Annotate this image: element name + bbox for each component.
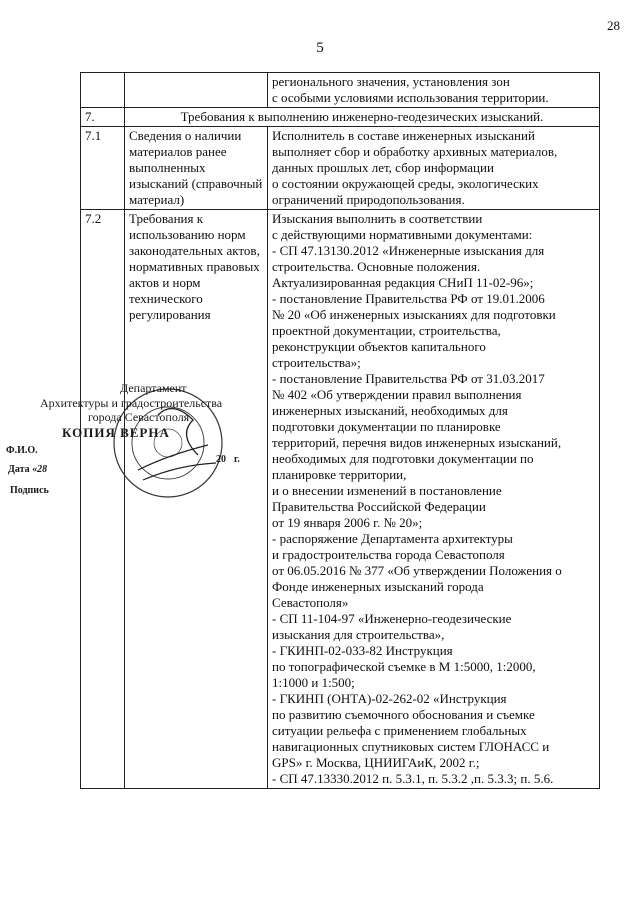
section-title: Требования к выполнению инженерно-геодезических изысканий. [125,108,600,127]
stamp-date-label: Дата «28 [8,464,48,475]
row-content: Изыскания выполнить в соответствии с действующими нормативными документами: - СП 47.13130.2012 «Инженерные изыскания для строительства. Основные положения. Актуализированная редакция СНиП 11-02-96»; - постановление Правительства РФ от 19.01.2006 № 20 «Об инженерных изысканиях для подготовки проектной документации, строительства, реконструкции объектов капитального строительства»; - постановление Правительства РФ от 31.03.2017 № 402 «Об утверждении правил выполнения инженерных изысканий, необходимых для подготовки документации по планировке территорий, перечня видов инженерных изысканий, необходимых для подготовки документации по планировке территории, и о внесении изменений в постановление Правительства Российской Федерации от 19 января 2006 г. № 20»; - распоряжение Департамента архитектуры и градостроительства города Севастополя от 06.05.2016 № 377 «Об утверждении Положения о Фонде инженерных изысканий города Севастополя» - СП 11-104-97 «Инженерно-геодезические изыскания для строительства», - ГКИНП-02-033-82 Инструкция по топографической съемке в М 1:5000, 1:2000, 1:1000 и 1:500; - ГКИНП (ОНТА)-02-262-02 «Инструкция по развитию съемочного обоснования и съемке ситуации рельефа с применением глобальных навигационных спутниковых систем ГЛОНАСС и GPS» г. Москва, ЦНИИГАиК, 2002 г.; - СП 47.13330.2012 п. 5.3.1, п. 5.3.2 ,п. 5.3.3; п. 5.6. [268,210,600,789]
row-number [81,73,125,108]
table-row [81,127,600,210]
row-name [125,73,268,108]
stamp-city: города Севастополя [88,410,190,424]
page-number-center: 5 [316,40,324,56]
row-name: Требования к использованию норм законодательных актов, нормативных правовых актов и норм технического регулирования [125,210,268,789]
table-row [81,73,600,108]
row-name: Сведения о наличии материалов ранее выполненных изысканий (справочный материал) [125,127,268,210]
stamp-signature-label: Подпись [10,485,49,496]
stamp-fio-label: Ф.И.О. [6,445,38,456]
stamp-date-day: 28 [37,464,48,475]
row-content: регионального значения, установления зон с особыми условиями использования территории. [268,73,600,108]
certification-stamp [6,381,290,505]
row-number: 7.1 [81,127,125,210]
stamp-department-line2: Архитектуры и градостроительства [40,396,223,410]
section-header-row [81,108,600,127]
row-number: 7.2 [81,210,125,789]
stamp-copy-label: КОПИЯ ВЕРНА [62,425,170,440]
stamp-department: Департамент [120,381,187,395]
row-content: Исполнитель в составе инженерных изысканий выполняет сбор и обработку архивных материалов, данных прошлых лет, сбор информации о состоянии окружающей среды, экологических ограничений природопользования. [268,127,600,210]
stamp-date-year: 20 г. [216,454,240,465]
row-number: 7. [81,108,125,127]
page-number-right: 28 [607,18,620,33]
